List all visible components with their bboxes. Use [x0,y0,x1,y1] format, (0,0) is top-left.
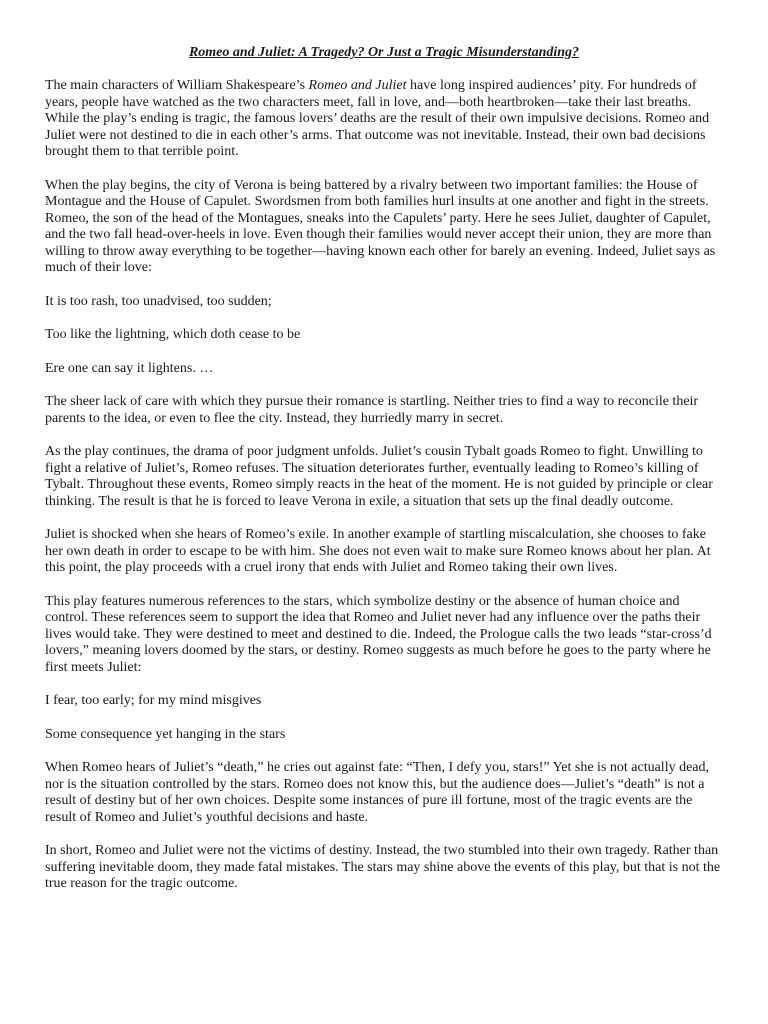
quote-line-3: Ere one can say it lightens. … [45,360,214,376]
quote-line-2: Too like the lightning, which doth cease to be [45,327,301,342]
quote-2-line-2: Some consequence yet hanging in the stars [45,726,286,742]
quote-line-1: It is too rash, too unadvised, too sudden; [45,293,272,309]
paragraph-defy: When Romeo hears of Juliet’s “death,” he cries out against fate: “Then, I defy you, stars!” Yet she is not actually dead, nor is the situation controlled by the stars. Romeo does not know this, but the audience does—Juliet’s “death” is not a result of destiny but of her own choices. Despite some instances of pure ill fortune, most of the tragic events are the result of Romeo and Juliet’s youthful decisions and haste. [45,760,710,825]
paragraph-intro-start: The main characters of William Shakespeare’s [45,78,309,93]
document-page [45,44,723,910]
quote-2-line-1: I fear, too early; for my mind misgives [45,693,262,708]
paragraph-stars: This play features numerous references to the stars, which symbolize destiny or the absence of human choice and control. These references seem to support the idea that Romeo and Juliet never had any influence over the paths their lives would take. They were destined to meet and destined to die. Indeed, the Prologue calls the two leads “star-cross’d lovers,” meaning lovers doomed by the stars, or destiny. Romeo suggests as much before he goes to the party where he first meets Juliet: [45,593,712,675]
paragraph-juliet: Juliet is shocked when she hears of Romeo’s exile. In another example of startling miscalculation, she chooses to fake her own death in order to escape to be with him. She does not even wait to make sure Romeo knows about her plan. At this point, the play proceeds with a cruel irony that ends with Juliet and Romeo taking their own lives. [45,527,711,575]
paragraph-conclusion: In short, Romeo and Juliet were not the victims of destiny. Instead, the two stumbled into their own tragedy. Rather than suffering inevitable doom, they made fatal mistakes. The stars may shine above the events of this play, but that is not the true reason for the tragic outcome. [45,843,721,891]
paragraph-intro-rest: have long inspired audiences’ pity. For hundreds of years, people have watched as the two characters meet, fall in love, and—both heartbroken—take their last breaths. While the play’s ending is tragic, the famous lovers’ deaths are the result of their own impulsive decisions. Romeo and Juliet were not destined to die in each other’s arms. That outcome was not inevitable. Instead, their own bad decisions brought them to that terrible point. [45,78,710,159]
document-title: Romeo and Juliet: A Tragedy? Or Just a Tragic Misunderstanding? [188,45,580,60]
paragraph-romance: The sheer lack of care with which they pursue their romance is startling. Neither tries to find a way to reconcile their parents to the idea, or even to flee the city. Instead, they hurriedly marry in secret. [45,394,699,426]
play-title-italic: Romeo and Juliet [308,78,407,93]
paragraph-intro [45,78,723,161]
paragraph-tybalt: As the play continues, the drama of poor judgment unfolds. Juliet’s cousin Tybalt goads Romeo to fight. Unwilling to fight a relative of Juliet’s, Romeo refuses. The situation deteriorates further, eventually leading to Romeo’s killing of Tybalt. Throughout these events, Romeo simply reacts in the heat of the moment. He is not guided by principle or clear thinking. The result is that he is forced to leave Verona in exile, a situation that sets up the final deadly outcome. [45,444,713,509]
paragraph-verona: When the play begins, the city of Verona is being battered by a rivalry between two important families: the House of Montague and the House of Capulet. Swordsmen from both families hurl insults at one another and fight in the streets. Romeo, the son of the head of the Montagues, sneaks into the Capulets’ party. Here he sees Juliet, daughter of Capulet, and the two fall head-over-heels in love. Even though their families would never accept their union, they are more than willing to throw away everything to be together—having known each other for barely an evening. Indeed, Juliet says as much of their love: [45,177,716,275]
